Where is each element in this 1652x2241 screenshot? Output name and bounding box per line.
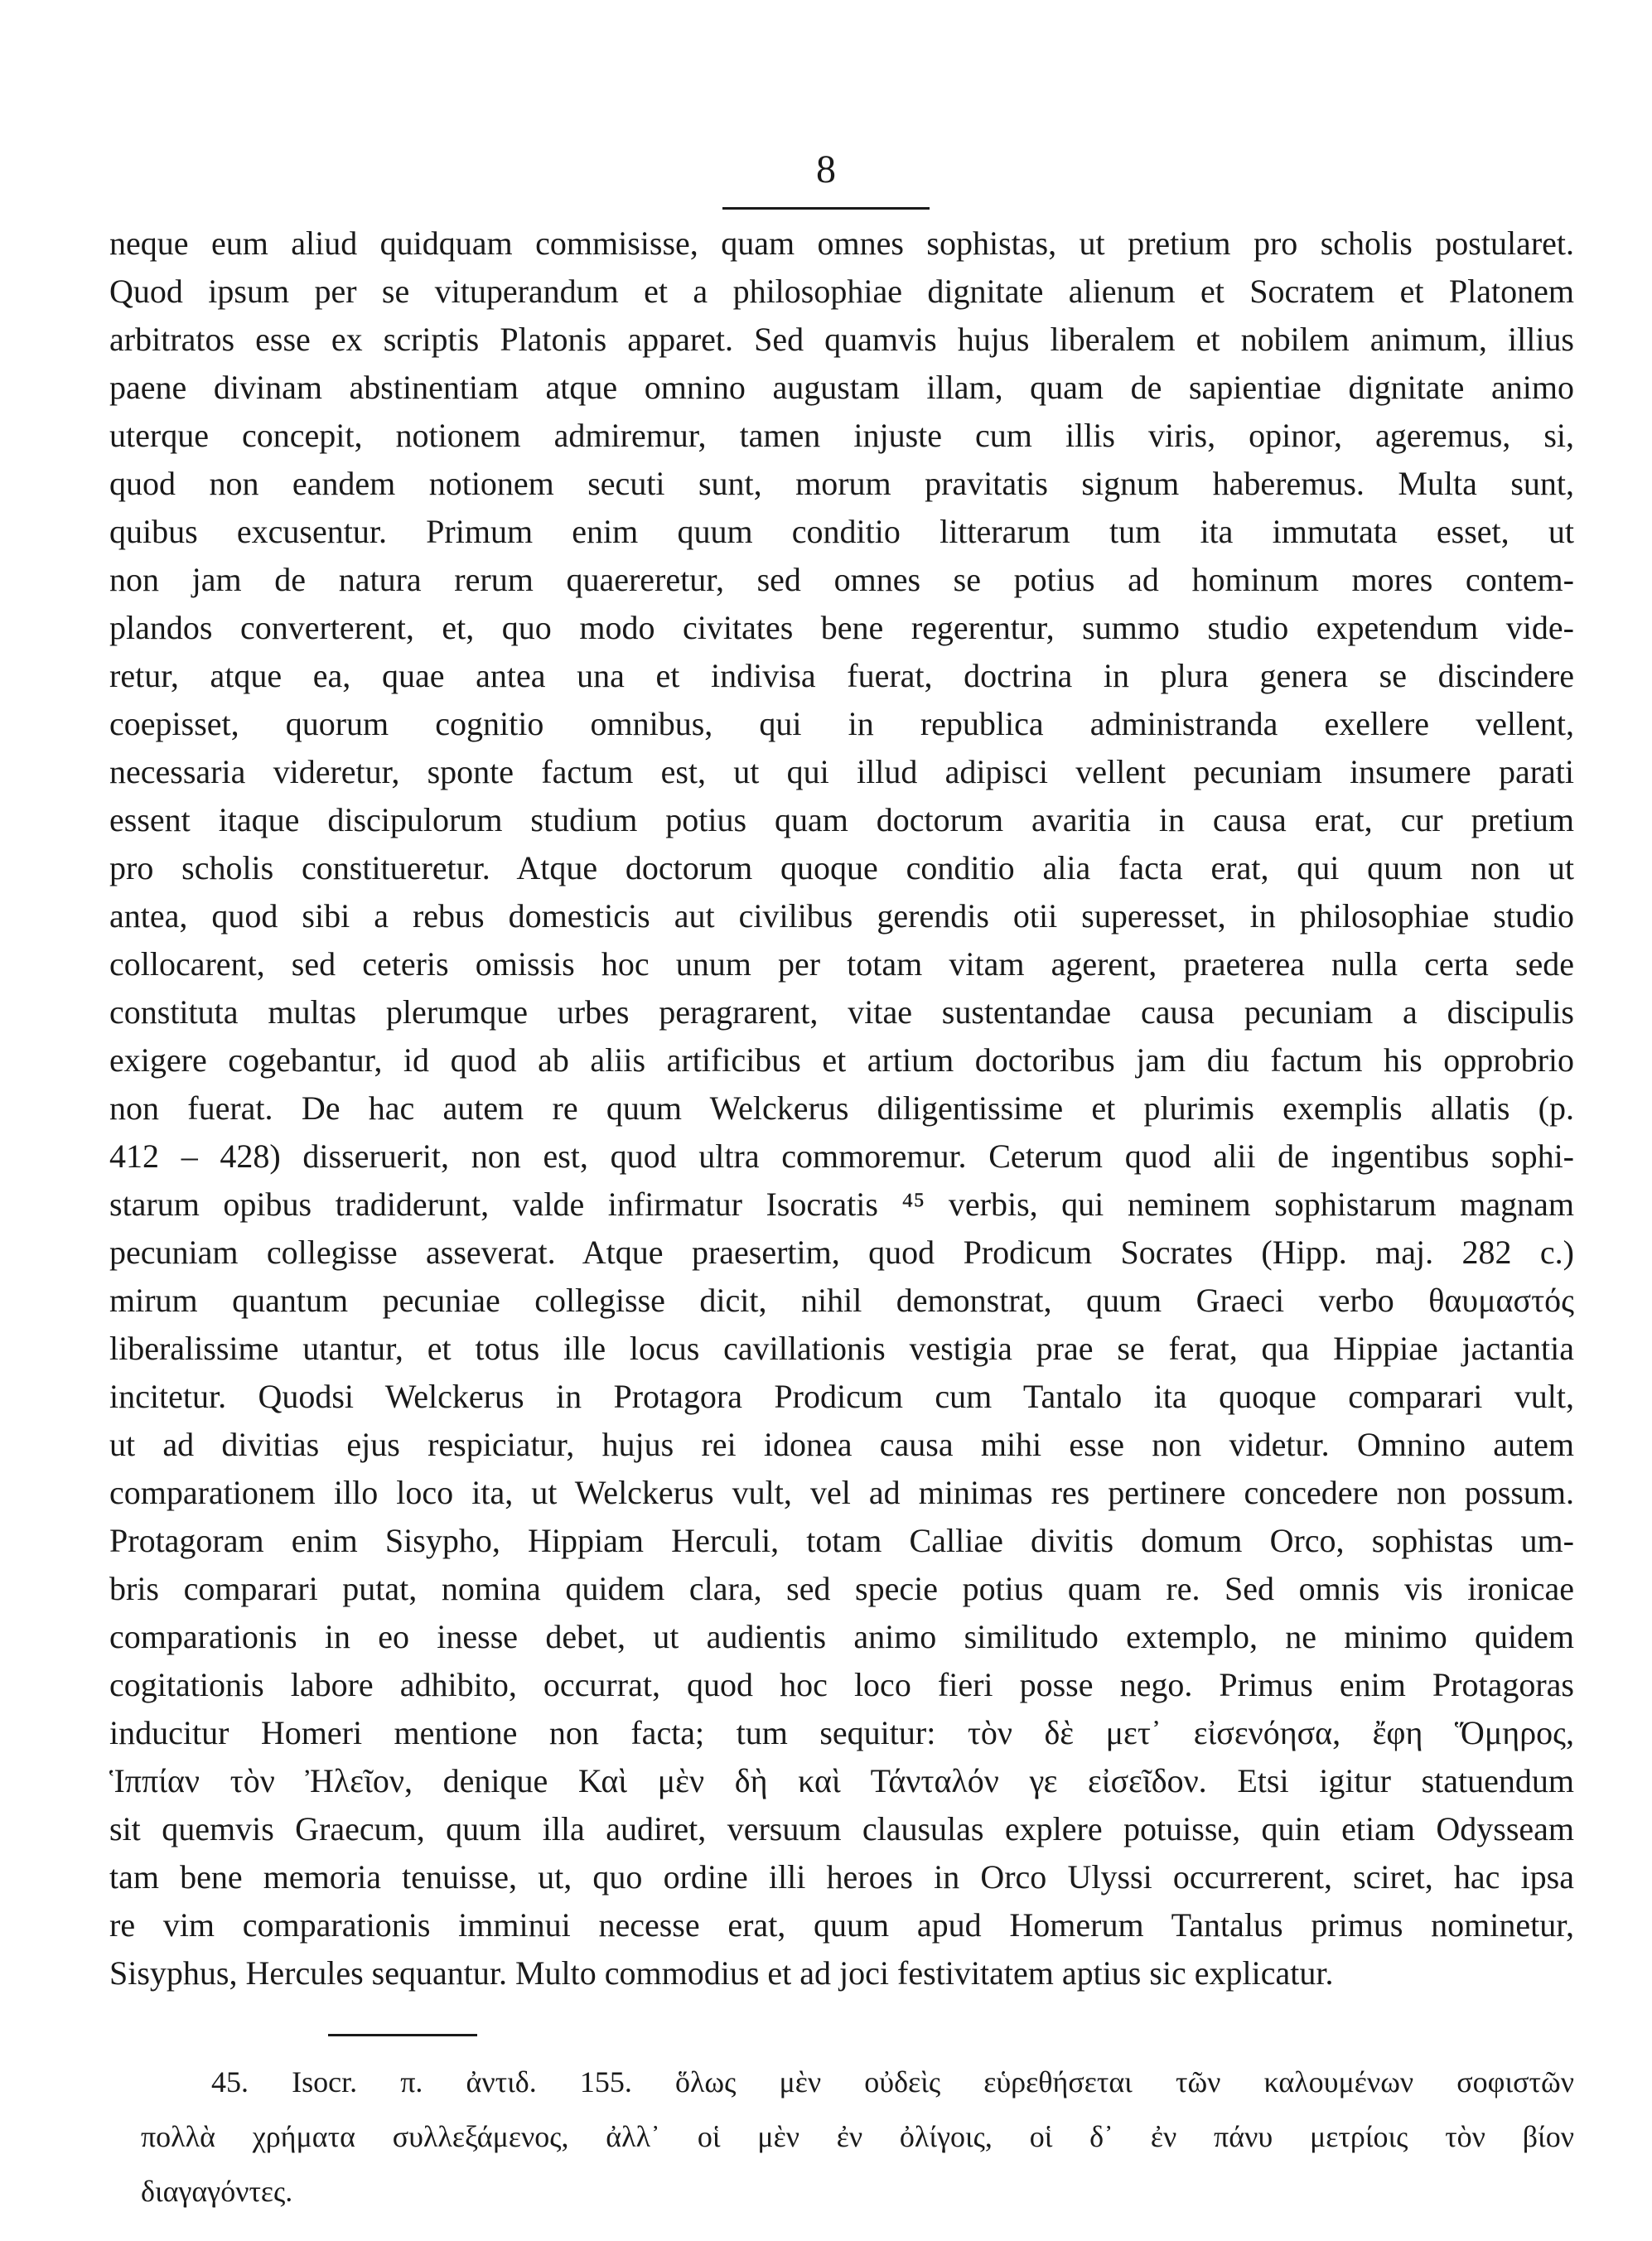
body-line: coepisset, quorum cognitio omnibus, qui in republica administranda exellere vellent, bbox=[109, 705, 1574, 742]
page-number: 8 bbox=[816, 147, 836, 191]
body-line: cogitationis labore adhibito, occurrat, quod hoc loco fieri posse nego. Primus enim Protagoras bbox=[109, 1666, 1574, 1703]
body-line: 412 – 428) disseruerit, non est, quod ultra commoremur. Ceterum quod alii de ingentibus sophi- bbox=[109, 1137, 1574, 1175]
body-line: non fuerat. De hac autem re quum Welckerus diligentissime et plurimis exemplis allatis (p. bbox=[109, 1089, 1574, 1127]
body-line: mirum quantum pecuniae collegisse dicit, nihil demonstrat, quum Graeci verbo θαυμαστός bbox=[109, 1282, 1574, 1319]
body-line: comparationis in eo inesse debet, ut audientis animo similitudo extemplo, ne minimo quidem bbox=[109, 1618, 1574, 1655]
body-line: retur, atque ea, quae antea una et indivisa fuerat, doctrina in plura genera se discindere bbox=[109, 657, 1574, 694]
body-line: plandos converterent, et, quo modo civitates bene regerentur, summo studio expetendum vide- bbox=[109, 609, 1574, 646]
footnote-line: διαγαγόντες. bbox=[141, 2175, 293, 2208]
footnote-line: πολλὰ χρήματα συλλεξάμενος, ἀλλ᾽ οἱ μὲν ἐν ὀλίγοις, οἱ δ᾽ ἐν πάνυ μετρίοις τὸν βίον bbox=[141, 2120, 1574, 2153]
body-line: collocarent, sed ceteris omissis hoc unum per totam vitam agerent, praeterea nulla certa sede bbox=[109, 945, 1574, 983]
body-line: non jam de natura rerum quaereretur, sed omnes se potius ad hominum mores contem- bbox=[109, 561, 1574, 598]
body-line: sit quemvis Graecum, quum illa audiret, versuum clausulas explere potuisse, quin etiam Odysseam bbox=[109, 1810, 1574, 1847]
body-line: exigere cogebantur, id quod ab aliis artificibus et artium doctoribus jam diu factum his opprobrio bbox=[109, 1041, 1574, 1079]
footnote-line: 45. Isocr. π. ἀντιδ. 155. ὅλως μὲν οὐδεὶς εὑρεθήσεται τῶν καλουμένων σοφιστῶν bbox=[211, 2065, 1574, 2099]
body-line: constituta multas plerumque urbes peragrarent, vitae sustentandae causa pecuniam a discipulis bbox=[109, 993, 1574, 1031]
body-line: ut ad divitias ejus respiciatur, hujus rei idonea causa mihi esse non videtur. Omnino autem bbox=[109, 1426, 1574, 1463]
body-line: Quod ipsum per se vituperandum et a philosophiae dignitate alienum et Socratem et Platonem bbox=[109, 273, 1574, 310]
body-line: antea, quod sibi a rebus domesticis aut civilibus gerendis otii superesset, in philosophiae studio bbox=[109, 897, 1574, 935]
body-line: arbitratos esse ex scriptis Platonis apparet. Sed quamvis hujus liberalem et nobilem animum, illius bbox=[109, 321, 1574, 358]
body-line: re vim comparationis imminui necesse erat, quum apud Homerum Tantalus primus nominetur, bbox=[109, 1906, 1574, 1944]
body-line: neque eum aliud quidquam commisisse, quam omnes sophistas, ut pretium pro scholis postularet. bbox=[109, 225, 1574, 262]
body-line: Ἱππίαν τὸν Ἠλεῖον, denique Καὶ μὲν δὴ καὶ Τάνταλόν γε εἰσεῖδον. Etsi igitur statuendum bbox=[109, 1762, 1574, 1799]
footnotes bbox=[116, 2055, 1574, 2219]
body-line: bris comparari putat, nomina quidem clara, sed specie potius quam re. Sed omnis vis ironicae bbox=[109, 1570, 1574, 1607]
body-line: comparationem illo loco ita, ut Welckerus vult, vel ad minimas res pertinere concedere non possum. bbox=[109, 1474, 1574, 1511]
header-rule bbox=[722, 207, 930, 210]
footnote-rule bbox=[328, 2034, 477, 2036]
body-line: liberalissime utantur, et totus ille locus cavillationis vestigia prae se ferat, qua Hippiae jactantia bbox=[109, 1330, 1574, 1367]
body-line: essent itaque discipulorum studium potius quam doctorum avaritia in causa erat, cur pretium bbox=[109, 801, 1574, 838]
body-line: Protagoram enim Sisypho, Hippiam Herculi, totam Calliae divitis domum Orco, sophistas um- bbox=[109, 1522, 1574, 1559]
body-line: necessaria videretur, sponte factum est, ut qui illud adipisci vellent pecuniam insumere parati bbox=[109, 753, 1574, 790]
body-line: tam bene memoria tenuisse, ut, quo ordine illi heroes in Orco Ulyssi occurrerent, sciret, hac ipsa bbox=[109, 1858, 1574, 1896]
body-line: paene divinam abstinentiam atque omnino augustam illam, quam de sapientiae dignitate animo bbox=[109, 369, 1574, 406]
body-text bbox=[109, 220, 1574, 1997]
body-line: quod non eandem notionem secuti sunt, morum pravitatis signum haberemus. Multa sunt, bbox=[109, 465, 1574, 502]
body-line: pro scholis constitueretur. Atque doctorum quoque conditio alia facta erat, qui quum non ut bbox=[109, 849, 1574, 886]
body-line: incitetur. Quodsi Welckerus in Protagora Prodicum cum Tantalo ita quoque comparari vult, bbox=[109, 1378, 1574, 1415]
body-line: starum opibus tradiderunt, valde infirmatur Isocratis ⁴⁵ verbis, qui neminem sophistarum magnam bbox=[109, 1186, 1574, 1223]
body-line: pecuniam collegisse asseverat. Atque praesertim, quod Prodicum Socrates (Hipp. maj. 282 c.) bbox=[109, 1234, 1574, 1271]
body-line: quibus excusentur. Primum enim quum conditio litterarum tum ita immutata esset, ut bbox=[109, 513, 1574, 550]
body-line: Sisyphus, Hercules sequantur. Multo commodius et ad joci festivitatem aptius sic explicatur. bbox=[109, 1954, 1334, 1992]
body-line: inducitur Homeri mentione non facta; tum sequitur: τὸν δὲ μετ᾽ εἰσενόησα, ἔφη Ὅμηρος, bbox=[109, 1714, 1574, 1751]
body-line: uterque concepit, notionem admiremur, tamen injuste cum illis viris, opinor, ageremus, si, bbox=[109, 417, 1574, 454]
